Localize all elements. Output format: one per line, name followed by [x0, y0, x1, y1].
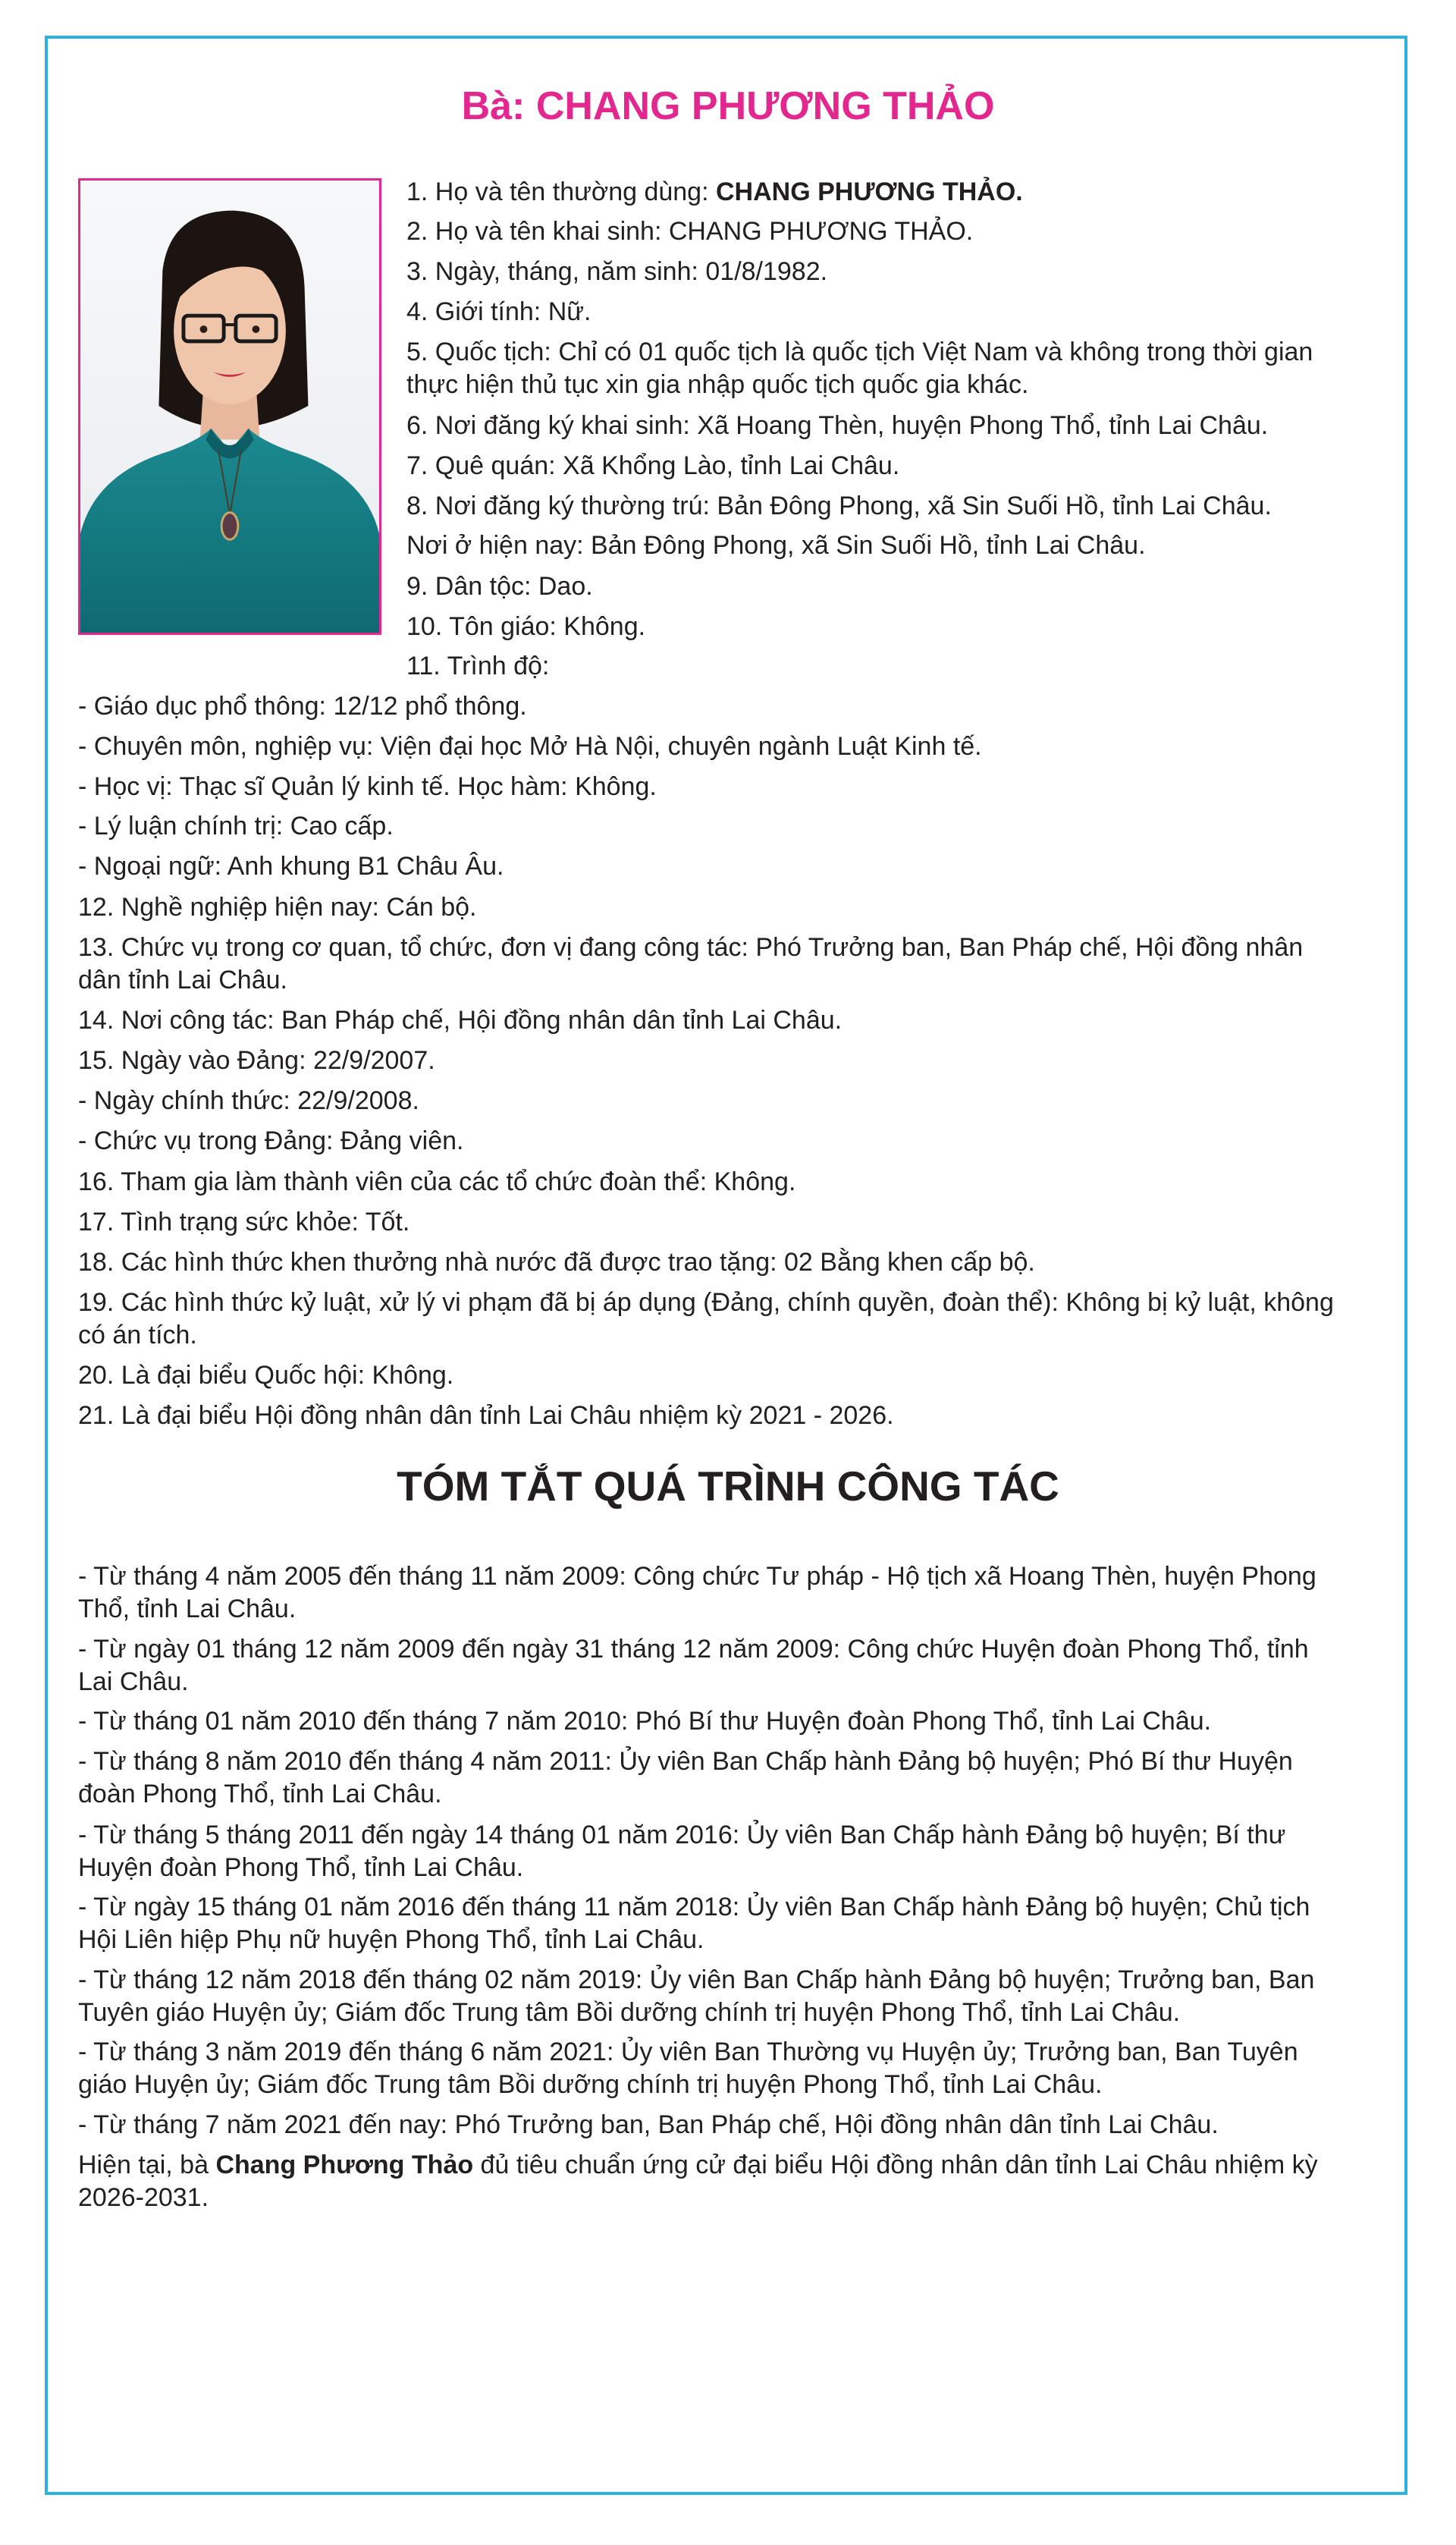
profile-line: 6. Nơi đăng ký khai sinh: Xã Hoang Thèn, huyện Phong Thổ, tỉnh Lai Châu. [406, 411, 1269, 440]
conclusion-line [78, 2149, 1318, 2181]
career-line: Huyện đoàn Phong Thổ, tỉnh Lai Châu. [78, 1853, 524, 1882]
profile-line: 16. Tham gia làm thành viên của các tổ chức đoàn thể: Không. [78, 1167, 796, 1196]
profile-line: 17. Tình trạng sức khỏe: Tốt. [78, 1208, 410, 1236]
common-name-value: CHANG PHƯƠNG THẢO. [715, 178, 1023, 206]
profile-line: 4. Giới tính: Nữ. [406, 297, 592, 326]
conclusion-last-line: 2026-2031. [78, 2183, 209, 2212]
profile-line: - Chuyên môn, nghiệp vụ: Viện đại học Mở Hà Nội, chuyên ngành Luật Kinh tế. [78, 732, 982, 761]
profile-line: 21. Là đại biểu Hội đồng nhân dân tỉnh Lai Châu nhiệm kỳ 2021 - 2026. [78, 1401, 894, 1430]
career-line: Hội Liên hiệp Phụ nữ huyện Phong Thổ, tỉnh Lai Châu. [78, 1925, 704, 1954]
profile-line: 13. Chức vụ trong cơ quan, tổ chức, đơn vị đang công tác: Phó Trưởng ban, Ban Pháp chế, Hội đồng nhân [78, 933, 1304, 962]
common-name-label: 1. Họ và tên thường dùng: [406, 178, 716, 206]
profile-line: - Lý luận chính trị: Cao cấp. [78, 812, 394, 840]
career-line: - Từ tháng 8 năm 2010 đến tháng 4 năm 2011: Ủy viên Ban Chấp hành Đảng bộ huyện; Phó Bí thư Huyện [78, 1747, 1293, 1776]
conclusion-prefix: Hiện tại, bà [78, 2151, 216, 2179]
profile-line: 3. Ngày, tháng, năm sinh: 01/8/1982. [406, 257, 828, 286]
career-line: - Từ tháng 3 năm 2019 đến tháng 6 năm 2021: Ủy viên Ban Thường vụ Huyện ủy; Trưởng ban, Ban Tuyên [78, 2038, 1298, 2066]
career-line: - Từ tháng 01 năm 2010 đến tháng 7 năm 2010: Phó Bí thư Huyện đoàn Phong Thổ, tỉnh Lai Châu. [78, 1707, 1212, 1736]
profile-line: 7. Quê quán: Xã Khổng Lào, tỉnh Lai Châu. [406, 451, 900, 480]
profile-line: 8. Nơi đăng ký thường trú: Bản Đông Phong, xã Sin Suối Hồ, tỉnh Lai Châu. [406, 492, 1272, 520]
profile-line: 10. Tôn giáo: Không. [406, 612, 646, 641]
career-line: Lai Châu. [78, 1667, 189, 1696]
profile-line: 11. Trình độ: [406, 652, 550, 680]
conclusion-name: Chang Phương Thảo [215, 2151, 474, 2179]
career-line: - Từ ngày 01 tháng 12 năm 2009 đến ngày 31 tháng 12 năm 2009: Công chức Huyện đoàn Phong Thổ, tỉnh [78, 1635, 1309, 1664]
conclusion-suffix: đủ tiêu chuẩn ứng cử đại biểu Hội đồng nhân dân tỉnh Lai Châu nhiệm kỳ [473, 2151, 1318, 2179]
profile-line: dân tỉnh Lai Châu. [78, 966, 287, 994]
profile-line: Nơi ở hiện nay: Bản Đông Phong, xã Sin Suối Hồ, tỉnh Lai Châu. [406, 531, 1146, 560]
career-line: - Từ ngày 15 tháng 01 năm 2016 đến tháng 11 năm 2018: Ủy viên Ban Chấp hành Đảng bộ huyện; Chủ tịch [78, 1893, 1310, 1921]
career-line: - Từ tháng 7 năm 2021 đến nay: Phó Trưởng ban, Ban Pháp chế, Hội đồng nhân dân tỉnh Lai Châu. [78, 2110, 1219, 2139]
profile-line: 5. Quốc tịch: Chỉ có 01 quốc tịch là quốc tịch Việt Nam và không trong thời gian [406, 338, 1313, 366]
profile-line: có án tích. [78, 1321, 197, 1349]
candidate-name-title: Bà: CHANG PHƯƠNG THẢO [461, 84, 995, 128]
profile-line: 15. Ngày vào Đảng: 22/9/2007. [78, 1046, 435, 1075]
profile-line: thực hiện thủ tục xin gia nhập quốc tịch quốc gia khác. [406, 370, 1029, 399]
career-line: giáo Huyện ủy; Giám đốc Trung tâm Bồi dưỡng chính trị huyện Phong Thổ, tỉnh Lai Châu. [78, 2070, 1103, 2099]
career-line: Thổ, tỉnh Lai Châu. [78, 1595, 297, 1623]
career-line: - Từ tháng 12 năm 2018 đến tháng 02 năm 2019: Ủy viên Ban Chấp hành Đảng bộ huyện; Trưởng ban, Ban [78, 1965, 1315, 1994]
profile-line: 19. Các hình thức kỷ luật, xử lý vi phạm đã bị áp dụng (Đảng, chính quyền, đoàn thể): Không bị kỷ luật, không [78, 1288, 1334, 1317]
profile-line: - Chức vụ trong Đảng: Đảng viên. [78, 1126, 464, 1155]
profile-line: 9. Dân tộc: Dao. [406, 572, 593, 601]
profile-line: 18. Các hình thức khen thưởng nhà nước đã được trao tặng: 02 Bằng khen cấp bộ. [78, 1248, 1035, 1277]
career-line: - Từ tháng 4 năm 2005 đến tháng 11 năm 2009: Công chức Tư pháp - Hộ tịch xã Hoang Thèn, huyện Phong [78, 1562, 1316, 1591]
career-section-title: TÓM TẮT QUÁ TRÌNH CÔNG TÁC [397, 1463, 1059, 1510]
profile-line: 2. Họ và tên khai sinh: CHANG PHƯƠNG THẢO. [406, 217, 974, 246]
profile-line: - Học vị: Thạc sĩ Quản lý kinh tế. Học hàm: Không. [78, 772, 657, 801]
profile-line: - Ngày chính thức: 22/9/2008. [78, 1086, 419, 1115]
common-name-line [406, 176, 1023, 208]
profile-line: 12. Nghề nghiệp hiện nay: Cán bộ. [78, 893, 477, 922]
profile-line: 20. Là đại biểu Quốc hội: Không. [78, 1361, 454, 1390]
profile-line: - Ngoại ngữ: Anh khung B1 Châu Âu. [78, 852, 504, 881]
career-line: đoàn Phong Thổ, tỉnh Lai Châu. [78, 1780, 442, 1808]
career-line: - Từ tháng 5 tháng 2011 đến ngày 14 tháng 01 năm 2016: Ủy viên Ban Chấp hành Đảng bộ huyện; Bí thư [78, 1821, 1286, 1849]
profile-line: - Giáo dục phổ thông: 12/12 phổ thông. [78, 692, 527, 721]
profile-line: 14. Nơi công tác: Ban Pháp chế, Hội đồng nhân dân tỉnh Lai Châu. [78, 1006, 843, 1035]
career-line: Tuyên giáo Huyện ủy; Giám đốc Trung tâm Bồi dưỡng chính trị huyện Phong Thổ, tỉnh Lai Châu. [78, 1998, 1181, 2027]
